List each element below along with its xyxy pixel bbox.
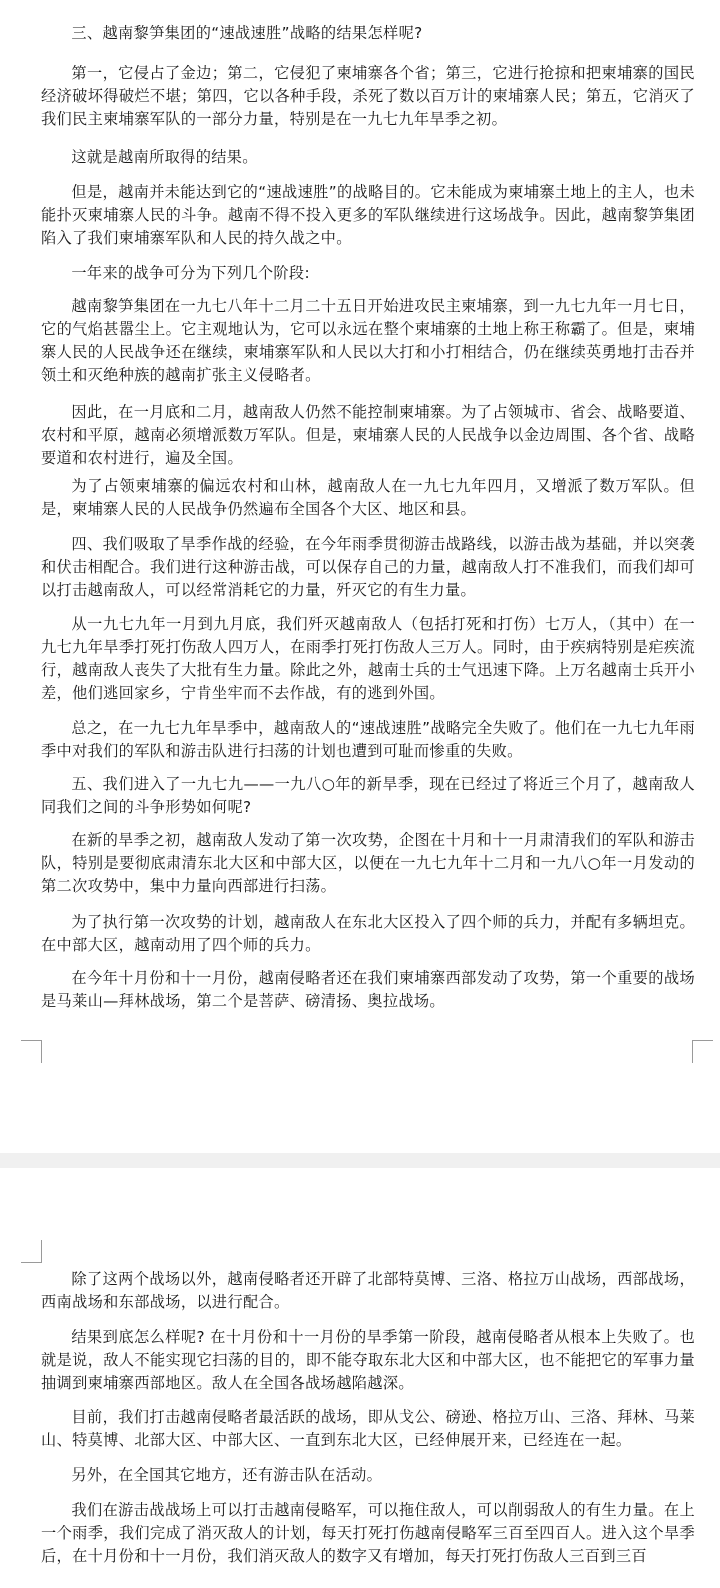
paragraph-guerrilla-results: 我们在游击战战场上可以打击越南侵略军，可以拖住敌人，可以削弱敌人的有生力量。在上一个雨季，我们完成了消灭敌人的计划，每天打死打伤越南侵略军三百至四百人。进入这个旱季后，在十月份和十一月份，我们消灭敌人的数字又有增加，每天打死打伤敌人三百到三百 (41, 1501, 695, 1565)
paragraph-active-battlefields: 目前，我们打击越南侵略者最活跃的战场，即从戈公、磅逊、格拉万山、三洛、拜林、马莱山、特莫博、北部大区、中部大区、一直到东北大区，已经伸展开来，已经连在一起。 (41, 1408, 695, 1449)
page-corner-mark-top-left (21, 1240, 42, 1263)
document-page-2 (0, 1168, 720, 1588)
paragraph-first-offensive: 在新的旱季之初，越南敌人发动了第一次攻势，企图在十月和十一月肃清我们的军队和游击队，特别是要彻底肃清东北大区和中部大区，以便在一九七九年十二月和一九八○年一月发动的第二次攻势中，集中力量向西部进行扫荡。 (41, 831, 695, 895)
paragraph-western-battlefields: 在今年十月份和十一月份，越南侵略者还在我们柬埔寨西部发动了攻势，第一个重要的战场是马莱山—拜林战场，第二个是菩萨、磅清扬、奥拉战场。 (41, 969, 695, 1010)
paragraph-section-5-heading: 五、我们进入了一九七九——一九八○年的新旱季，现在已经过了将近三个月了，越南敌人同我们之间的斗争形势如何呢? (41, 775, 695, 816)
paragraph-results-list: 第一，它侵占了金边；第二，它侵犯了柬埔寨各个省；第三，它进行抢掠和把柬埔寨的国民经济破坏得破烂不堪；第四，它以各种手段，杀死了数以百万计的柬埔寨人民；第五，它消灭了我们民主柬埔寨军队的一部分力量，特别是在一九七九年旱季之初。 (41, 64, 695, 128)
paragraph-stage-december: 越南黎笋集团在一九七八年十二月二十五日开始进攻民主柬埔寨，到一九七九年一月七日，它的气焰甚嚣尘上。它主观地认为，它可以永远在整个柬埔寨的土地上称王称霸了。但是，柬埔寨人民的人民战争还在继续，柬埔寨军队和人民以大打和小打相结合，仍在继续英勇地打击吞并领土和灭绝种族的越南扩张主义侵略者。 (41, 297, 695, 384)
paragraph-guerrilla-activity: 另外，在全国其它地方，还有游击队在活动。 (71, 1466, 383, 1484)
paragraph-casualties: 从一九七九年一月到九月底，我们歼灭越南敌人（包括打死和打伤）七万人，（其中）在一九七九年旱季打死打伤敌人四万人，在雨季打死打伤敌人三万人。同时，由于疾病特别是疟疾流行，越南敌人丧失了大批有生力量。除此之外，越南士兵的士气迅速下降。上万名越南士兵开小差，他们逃回家乡，宁肯坐牢而不去作战，有的逃到外国。 (41, 615, 695, 702)
page-separator (0, 1153, 720, 1168)
paragraph-first-stage-result: 结果到底怎么样呢? 在十月份和十一月份的旱季第一阶段，越南侵略者从根本上失败了。也就是说，敌人不能实现它扫荡的目的，即不能夺取东北大区和中部大区，也不能把它的军事力量抽调到柬埔寨西部地区。敌人在全国各战场越陷越深。 (41, 1328, 695, 1392)
paragraph-strategy-failure: 但是，越南并未能达到它的“速战速胜”的战略目的。它未能成为柬埔寨土地上的主人，也未能扑灭柬埔寨人民的斗争。越南不得不投入更多的军队继续进行这场战争。因此，越南黎笋集团陷入了我们柬埔寨军队和人民的持久战之中。 (41, 183, 695, 247)
paragraph-section-4-guerrilla: 四、我们吸取了旱季作战的经验，在今年雨季贯彻游击战路线，以游击战为基础，并以突袭和伏击相配合。我们进行这种游击战，可以保存自己的力量，越南敌人打不准我们，而我们却可以打击越南敌人，可以经常消耗它的力量，歼灭它的有生力量。 (41, 535, 695, 599)
paragraph-stage-jan-feb: 因此，在一月底和二月，越南敌人仍然不能控制柬埔寨。为了占领城市、省会、战略要道、农村和平原，越南必须增派数万军队。但是，柬埔寨人民的人民战争以金边周围、各个省、战略要道和农村进行，遍及全国。 (41, 403, 695, 467)
paragraph-offensive-divisions: 为了执行第一次攻势的计划，越南敌人在东北大区投入了四个师的兵力，并配有多辆坦克。在中部大区，越南动用了四个师的兵力。 (41, 913, 695, 954)
paragraph-stage-april: 为了占领柬埔寨的偏远农村和山林，越南敌人在一九七九年四月，又增派了数万军队。但是，柬埔寨人民的人民战争仍然遍布全国各个大区、地区和县。 (41, 477, 695, 518)
paragraph-summary: 总之，在一九七九年旱季中，越南敌人的“速战速胜”战略完全失败了。他们在一九七九年雨季中对我们的军队和游击队进行扫荡的计划也遭到可耻而惨重的失败。 (41, 719, 695, 760)
paragraph-war-stages-intro: 一年来的战争可分为下列几个阶段: (71, 264, 310, 282)
paragraph-other-battlefields: 除了这两个战场以外，越南侵略者还开辟了北部特莫博、三洛、格拉万山战场，西部战场，西南战场和东部战场，以进行配合。 (41, 1270, 695, 1311)
paragraph-section-3-heading: 三、越南黎笋集团的“速战速胜”战略的结果怎样呢? (71, 24, 423, 42)
page-corner-mark-right (692, 1040, 713, 1063)
page-corner-mark-left (21, 1040, 42, 1063)
paragraph-results-summary: 这就是越南所取得的结果。 (71, 148, 258, 166)
